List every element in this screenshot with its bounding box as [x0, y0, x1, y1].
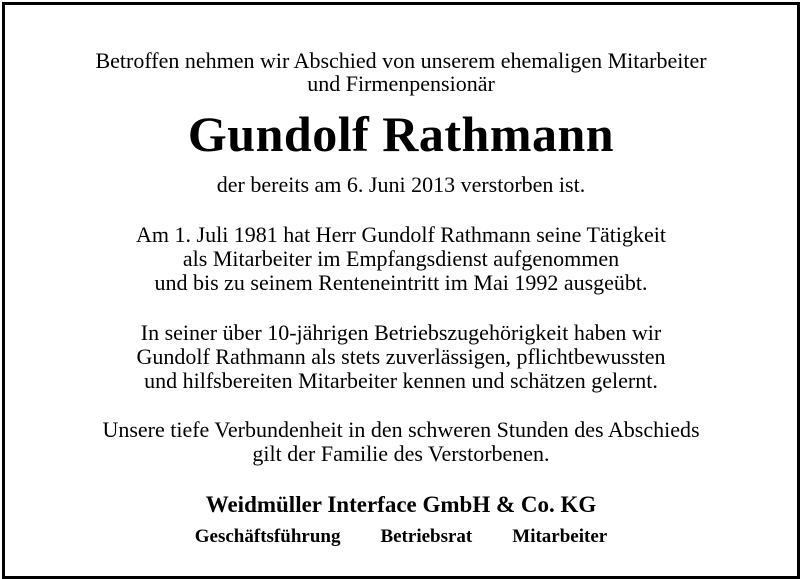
condolence-line: Unsere tiefe Verbundenheit in den schweren Stunden des Abschieds: [102, 417, 700, 442]
career-line: Am 1. Juli 1981 hat Herr Gundolf Rathmann seine Tätigkeit: [136, 222, 666, 247]
signer-works-council: Betriebsrat: [380, 526, 473, 547]
tribute-line: Gundolf Rathmann als stets zuverlässigen, pflichtbewussten: [136, 344, 666, 369]
tribute-line: und hilfsbereiten Mitarbeiter kennen und schätzen gelernt.: [144, 368, 658, 393]
notice-border: [2, 2, 800, 579]
tribute-line: In seiner über 10-jährigen Betriebszugehörigkeit haben wir: [140, 320, 662, 345]
death-date-line: der bereits am 6. Juni 2013 verstorben ist.: [216, 172, 586, 197]
condolence-line: gilt der Familie des Verstorbenen.: [252, 441, 550, 466]
career-line: als Mitarbeiter im Empfangsdienst aufgenommen: [182, 246, 620, 271]
intro-line: Betroffen nehmen wir Abschied von unserem ehemaligen Mitarbeiter: [95, 48, 707, 73]
signers-row: [5, 526, 797, 548]
career-line: und bis zu seinem Renteneintritt im Mai 1992 ausgeübt.: [154, 270, 648, 295]
deceased-name: Gundolf Rathmann: [187, 106, 615, 162]
intro-line: und Firmenpensionär: [307, 71, 495, 96]
signer-employees: Mitarbeiter: [512, 526, 608, 547]
company-name: Weidmüller Interface GmbH & Co. KG: [205, 492, 597, 517]
signer-management: Geschäftsführung: [194, 526, 341, 547]
